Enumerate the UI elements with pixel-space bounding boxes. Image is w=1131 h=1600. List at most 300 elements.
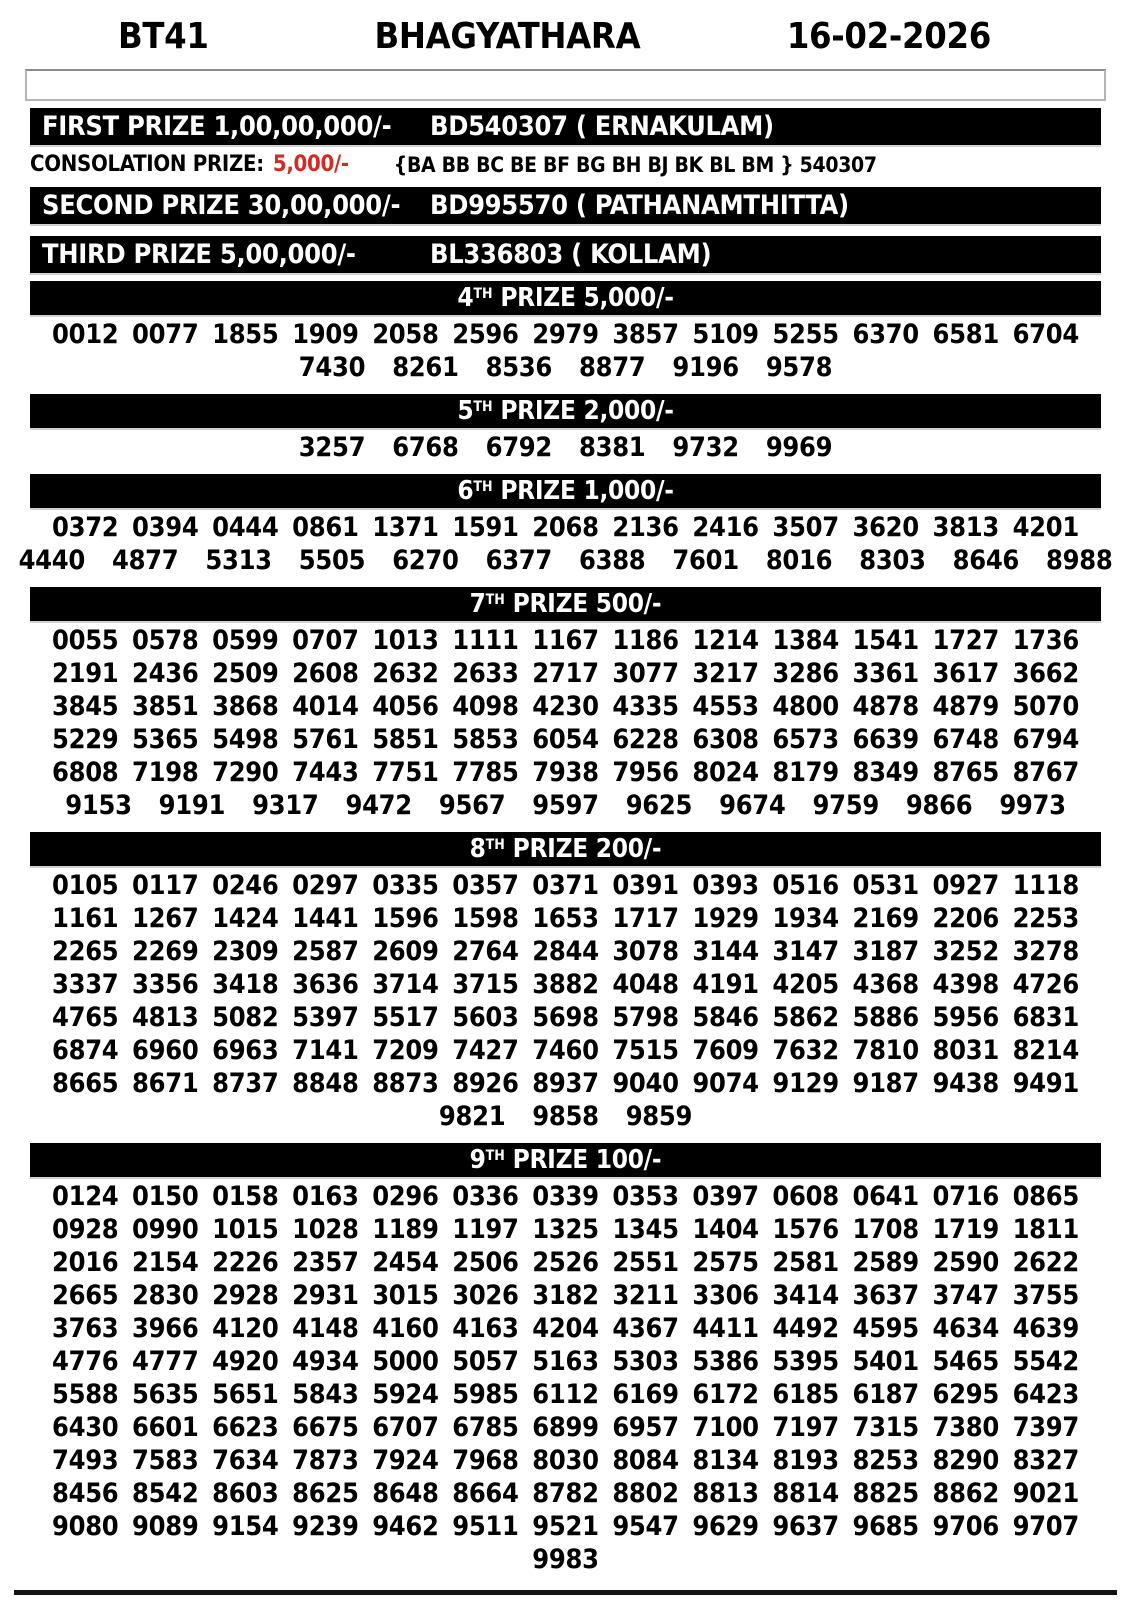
prize-number: 1197: [452, 1214, 519, 1245]
prize-number: 3077: [612, 658, 679, 689]
second-prize-label: SECOND PRIZE 30,00,000/-: [42, 190, 401, 221]
prize-number: 3813: [932, 512, 999, 543]
prize-number: 3617: [932, 658, 999, 689]
prize-number: 4492: [772, 1313, 839, 1344]
prize-number: 5386: [692, 1346, 759, 1377]
prize-number: 1189: [372, 1214, 439, 1245]
prize-number: 5303: [612, 1346, 679, 1377]
prize-number: 9191: [158, 790, 226, 821]
prize-number: 4014: [292, 691, 359, 722]
prize-number: 2357: [292, 1247, 359, 1278]
tier-ordinal: 5: [457, 396, 474, 426]
prize-number: 2596: [452, 319, 519, 350]
prize-number-row: [0, 1246, 1131, 1279]
prize-number: 5365: [132, 724, 199, 755]
prize-number: 2590: [932, 1247, 999, 1278]
prize-number: 8542: [132, 1478, 199, 1509]
prize-number: 8825: [852, 1478, 919, 1509]
prize-number-row: [0, 723, 1131, 756]
prize-number: 1719: [932, 1214, 999, 1245]
prize-number-row: [0, 1100, 1131, 1133]
tier-8th-numbers: [0, 866, 1131, 1135]
prize-number-row: [0, 511, 1131, 544]
prize-number: 4191: [692, 969, 759, 1000]
prize-number-row: [0, 1001, 1131, 1034]
prize-number: 4934: [292, 1346, 359, 1377]
prize-number: 6675: [292, 1412, 359, 1443]
prize-number: 4204: [532, 1313, 599, 1344]
prize-number: 4368: [852, 969, 919, 1000]
prize-number: 4800: [772, 691, 839, 722]
prize-number: 5517: [372, 1002, 439, 1033]
prize-number: 9129: [772, 1068, 839, 1099]
prize-number: 8084: [612, 1445, 679, 1476]
prize-number: 3356: [132, 969, 199, 1000]
prize-number: 0339: [532, 1181, 599, 1212]
prize-number: 2416: [692, 512, 759, 543]
prize-number: 4440: [18, 545, 85, 576]
prize-number: 9021: [1012, 1478, 1079, 1509]
prize-number: 4098: [452, 691, 519, 722]
tier-6th-band: [30, 474, 1101, 508]
prize-number: 5761: [292, 724, 359, 755]
tier-title: PRIZE 200/-: [512, 834, 662, 864]
prize-number: 9521: [532, 1511, 599, 1542]
prize-number: 6874: [52, 1035, 119, 1066]
prize-number: 3857: [612, 319, 679, 350]
prize-number: 3763: [52, 1313, 119, 1344]
prize-number: 7601: [672, 545, 739, 576]
prize-number: 4776: [52, 1346, 119, 1377]
prize-number: 7751: [372, 757, 439, 788]
prize-number-row: [0, 1213, 1131, 1246]
prize-number: 0716: [932, 1181, 999, 1212]
prize-number: 8261: [392, 352, 459, 383]
prize-number-row: [0, 789, 1131, 822]
tier-ordinal: 9: [469, 1145, 486, 1175]
prize-number: 6172: [692, 1379, 759, 1410]
prize-number: 1214: [692, 625, 759, 656]
prize-number: 2632: [372, 658, 439, 689]
prize-number: 2136: [612, 512, 679, 543]
prize-number: 0641: [852, 1181, 919, 1212]
prize-number-row: [0, 1477, 1131, 1510]
prize-number: 5395: [772, 1346, 839, 1377]
prize-number: 2608: [292, 658, 359, 689]
prize-number: 9040: [612, 1068, 679, 1099]
prize-number-row: [0, 1067, 1131, 1100]
prize-number: 3715: [452, 969, 519, 1000]
prize-number: 8031: [932, 1035, 999, 1066]
prize-number: 1424: [212, 903, 279, 934]
prize-number: 0163: [292, 1181, 359, 1212]
prize-number: 9866: [905, 790, 973, 821]
prize-number: 2253: [1012, 903, 1079, 934]
prize-number: 9706: [932, 1511, 999, 1542]
prize-number: 4920: [212, 1346, 279, 1377]
prize-number-row: [0, 624, 1131, 657]
prize-number: 8671: [132, 1068, 199, 1099]
prize-number: 9969: [765, 432, 833, 463]
prize-number: 0394: [132, 512, 199, 543]
prize-number: 4813: [132, 1002, 199, 1033]
prize-number: 6831: [1012, 1002, 1079, 1033]
tier-ordinal-suffix: TH: [485, 837, 505, 853]
prize-number: 6748: [932, 724, 999, 755]
prize-number-row: [0, 1034, 1131, 1067]
prize-number: 8873: [372, 1068, 439, 1099]
prize-number: 9732: [672, 432, 739, 463]
prize-number: 5397: [292, 1002, 359, 1033]
prize-number-row: [0, 1345, 1131, 1378]
prize-number: 6423: [1012, 1379, 1079, 1410]
prize-number: 2265: [52, 936, 119, 967]
prize-number: 8030: [532, 1445, 599, 1476]
tier-ordinal-suffix: TH: [473, 399, 493, 415]
prize-number: 8814: [772, 1478, 839, 1509]
prize-number: 8988: [1046, 545, 1113, 576]
prize-number: 7141: [292, 1035, 359, 1066]
prize-number: 5505: [298, 545, 366, 576]
prize-number-row: [0, 1543, 1131, 1576]
prize-number: 2587: [292, 936, 359, 967]
prize-number: 1371: [372, 512, 439, 543]
prize-number: 4878: [852, 691, 919, 722]
prize-number: 3747: [932, 1280, 999, 1311]
prize-number: 9153: [65, 790, 132, 821]
prize-number: 6768: [392, 432, 459, 463]
prize-number: 8646: [952, 545, 1020, 576]
prize-number: 9074: [692, 1068, 759, 1099]
prize-number: 8665: [52, 1068, 119, 1099]
prize-number: 7785: [452, 757, 519, 788]
prize-number: 1267: [132, 903, 199, 934]
prize-number: 2154: [132, 1247, 199, 1278]
prize-number: 1727: [932, 625, 999, 656]
prize-number: 9080: [52, 1511, 119, 1542]
prize-number-row: [0, 902, 1131, 935]
prize-number: 3147: [772, 936, 839, 967]
prize-number: 7198: [132, 757, 199, 788]
prize-number: 0927: [932, 870, 999, 901]
prize-number: 2589: [852, 1247, 919, 1278]
prize-number: 5985: [452, 1379, 519, 1410]
prize-number: 6270: [392, 545, 459, 576]
prize-number: 4553: [692, 691, 759, 722]
prize-number: 6185: [772, 1379, 839, 1410]
prize-number-row: [0, 1444, 1131, 1477]
prize-number: 0516: [772, 870, 839, 901]
prize-number: 2931: [292, 1280, 359, 1311]
tier-ordinal: 8: [469, 834, 486, 864]
prize-number: 1161: [52, 903, 119, 934]
prize-number: 1404: [692, 1214, 759, 1245]
prize-number: 1186: [612, 625, 679, 656]
prize-number-row: [0, 756, 1131, 789]
consolation-amount: 5,000/-: [272, 152, 349, 177]
second-prize-winner: BD995570 ( PATHANAMTHITTA): [430, 190, 849, 221]
prize-number: 6112: [532, 1379, 599, 1410]
prize-number: 0353: [612, 1181, 679, 1212]
prize-number: 6623: [212, 1412, 279, 1443]
prize-number: 6054: [532, 724, 599, 755]
prize-number: 1325: [532, 1214, 599, 1245]
prize-number: 9239: [292, 1511, 359, 1542]
prize-number: 4120: [212, 1313, 279, 1344]
prize-number: 2575: [692, 1247, 759, 1278]
prize-number: 6808: [52, 757, 119, 788]
prize-number: 2717: [532, 658, 599, 689]
prize-number: 0444: [212, 512, 279, 543]
prize-number: 3026: [452, 1280, 519, 1311]
prize-number: 5843: [292, 1379, 359, 1410]
prize-number: 2633: [452, 658, 519, 689]
prize-number: 3966: [132, 1313, 199, 1344]
prize-number: 6785: [452, 1412, 519, 1443]
prize-number: 8303: [859, 545, 926, 576]
prize-number: 5956: [932, 1002, 999, 1033]
prize-number: 4639: [1012, 1313, 1079, 1344]
prize-number: 6601: [132, 1412, 199, 1443]
prize-number: 5229: [52, 724, 119, 755]
prize-number: 1576: [772, 1214, 839, 1245]
prize-number: 4765: [52, 1002, 119, 1033]
prize-number: 5057: [452, 1346, 519, 1377]
prize-number: 1118: [1012, 870, 1079, 901]
prize-number: 9821: [438, 1101, 506, 1132]
prize-number-row: [0, 351, 1131, 384]
tier-9th-numbers: [0, 1177, 1131, 1578]
prize-number: 3418: [212, 969, 279, 1000]
prize-number: 5000: [372, 1346, 439, 1377]
tier-title: PRIZE 5,000/-: [500, 283, 674, 313]
prize-number: 3851: [132, 691, 199, 722]
third-prize-bar: [30, 236, 1101, 273]
prize-number: 1708: [852, 1214, 919, 1245]
tier-5th-prize: [0, 394, 1131, 466]
prize-number: 0397: [692, 1181, 759, 1212]
blank-banner: [25, 69, 1106, 101]
prize-number: 4148: [292, 1313, 359, 1344]
prize-number: 2309: [212, 936, 279, 967]
prize-number: 0117: [132, 870, 199, 901]
prize-number: 6308: [692, 724, 759, 755]
prize-number: 0246: [212, 870, 279, 901]
prize-number: 1013: [372, 625, 439, 656]
prize-number: 0124: [52, 1181, 119, 1212]
prize-number: 0077: [132, 319, 199, 350]
prize-number: 3182: [532, 1280, 599, 1311]
prize-number: 4201: [1012, 512, 1079, 543]
first-prize-bar: [30, 108, 1101, 145]
prize-number: 7430: [298, 352, 366, 383]
prize-number: 1929: [692, 903, 759, 934]
prize-number: 0371: [532, 870, 599, 901]
prize-number: 6639: [852, 724, 919, 755]
header: [0, 0, 1131, 65]
third-prize-winner: BL336803 ( KOLLAM): [430, 239, 712, 270]
prize-number: 0707: [292, 625, 359, 656]
prize-number: 4205: [772, 969, 839, 1000]
prize-number: 0336: [452, 1181, 519, 1212]
prize-number: 7873: [292, 1445, 359, 1476]
prize-number: 0105: [52, 870, 119, 901]
prize-number: 9759: [812, 790, 879, 821]
prize-number: 2928: [212, 1280, 279, 1311]
prize-number: 7810: [852, 1035, 919, 1066]
consolation-label: CONSOLATION PRIZE:: [30, 152, 264, 177]
tier-title: PRIZE 100/-: [512, 1145, 662, 1175]
consolation-row: [30, 149, 1101, 180]
prize-number: 3252: [932, 936, 999, 967]
prize-number: 8179: [772, 757, 839, 788]
prize-number: 5255: [772, 319, 839, 350]
prize-number: 8290: [932, 1445, 999, 1476]
prize-number-row: [0, 657, 1131, 690]
prize-number: 3211: [612, 1280, 679, 1311]
prize-number: 5635: [132, 1379, 199, 1410]
tier-5th-band: [30, 394, 1101, 428]
prize-number: 1384: [772, 625, 839, 656]
prize-number: 7583: [132, 1445, 199, 1476]
prize-number: 6899: [532, 1412, 599, 1443]
prize-number: 9858: [532, 1101, 599, 1132]
prize-number: 3217: [692, 658, 759, 689]
prize-number: 9625: [625, 790, 693, 821]
prize-number: 0928: [52, 1214, 119, 1245]
tier-7th-prize: [0, 587, 1131, 824]
prize-number: 3144: [692, 936, 759, 967]
prize-number: 2609: [372, 936, 439, 967]
prize-number: 3257: [298, 432, 366, 463]
prize-number: 2830: [132, 1280, 199, 1311]
prize-number: 6707: [372, 1412, 439, 1443]
prize-number: 7938: [532, 757, 599, 788]
third-prize-label: THIRD PRIZE 5,00,000/-: [42, 239, 356, 270]
prize-number: 8737: [212, 1068, 279, 1099]
prize-number: 3507: [772, 512, 839, 543]
prize-number: 4056: [372, 691, 439, 722]
prize-number: 5465: [932, 1346, 999, 1377]
prize-number: 0372: [52, 512, 119, 543]
prize-number: 7632: [772, 1035, 839, 1066]
prize-number: 2581: [772, 1247, 839, 1278]
prize-number: 0608: [772, 1181, 839, 1212]
prize-number: 5851: [372, 724, 439, 755]
prize-number: 6581: [932, 319, 999, 350]
prize-number: 4877: [111, 545, 179, 576]
prize-number: 9317: [252, 790, 319, 821]
prize-number: 3636: [292, 969, 359, 1000]
tier-8th-prize: [0, 832, 1131, 1135]
prize-number: 2068: [532, 512, 599, 543]
prize-number: 4726: [1012, 969, 1079, 1000]
prize-number: 9154: [212, 1511, 279, 1542]
prize-number: 5603: [452, 1002, 519, 1033]
prize-number: 9674: [719, 790, 786, 821]
tier-ordinal: 6: [457, 476, 474, 506]
prize-number: 8782: [532, 1478, 599, 1509]
prize-number: 0150: [132, 1181, 199, 1212]
prize-number: 2764: [452, 936, 519, 967]
tier-title: PRIZE 2,000/-: [500, 396, 674, 426]
prize-number: 2526: [532, 1247, 599, 1278]
prize-number-row: [0, 690, 1131, 723]
prize-number: 0335: [372, 870, 439, 901]
prize-number: 7515: [612, 1035, 679, 1066]
prize-number-row: [0, 1378, 1131, 1411]
prize-number: 7427: [452, 1035, 519, 1066]
prize-number: 9567: [438, 790, 506, 821]
prize-number: 6794: [1012, 724, 1079, 755]
prize-number: 9707: [1012, 1511, 1079, 1542]
prize-number: 4230: [532, 691, 599, 722]
consolation-series: {BA BB BC BE BF BG BH BJ BK BL BM } 540307: [393, 152, 877, 177]
draw-code: BT41: [118, 16, 209, 57]
prize-number: 4335: [612, 691, 679, 722]
tier-7th-numbers: [0, 621, 1131, 824]
prize-number: 4160: [372, 1313, 439, 1344]
tier-ordinal: 7: [469, 589, 486, 619]
prize-number: 9089: [132, 1511, 199, 1542]
prize-number: 8024: [692, 757, 759, 788]
prize-number-row: [0, 1510, 1131, 1543]
prize-number: 9983: [532, 1544, 599, 1575]
prize-number: 9597: [532, 790, 599, 821]
prize-number: 8016: [765, 545, 833, 576]
prize-number: 7397: [1012, 1412, 1079, 1443]
prize-number: 2016: [52, 1247, 119, 1278]
prize-number: 2058: [372, 319, 439, 350]
prize-number: 6960: [132, 1035, 199, 1066]
prize-number: 8349: [852, 757, 919, 788]
prize-number: 8625: [292, 1478, 359, 1509]
prize-number: 5862: [772, 1002, 839, 1033]
prize-number: 7100: [692, 1412, 759, 1443]
prize-number: 1736: [1012, 625, 1079, 656]
prize-number: 0578: [132, 625, 199, 656]
prize-number: 8813: [692, 1478, 759, 1509]
prize-number: 1653: [532, 903, 599, 934]
prize-number: 5588: [52, 1379, 119, 1410]
prize-number-row: [0, 1279, 1131, 1312]
prize-number: 4367: [612, 1313, 679, 1344]
prize-number: 3078: [612, 936, 679, 967]
prize-number: 6169: [612, 1379, 679, 1410]
prize-number: 0357: [452, 870, 519, 901]
prize-number: 2622: [1012, 1247, 1079, 1278]
prize-number: 0393: [692, 870, 759, 901]
prize-number: 0012: [52, 319, 119, 350]
prize-number: 5163: [532, 1346, 599, 1377]
prize-number: 8767: [1012, 757, 1079, 788]
prize-number: 5070: [1012, 691, 1079, 722]
prize-number: 5313: [205, 545, 272, 576]
prize-number: 8253: [852, 1445, 919, 1476]
prize-number: 5109: [692, 319, 759, 350]
prize-number: 4163: [452, 1313, 519, 1344]
prize-number: 7956: [612, 757, 679, 788]
prize-number: 5698: [532, 1002, 599, 1033]
prize-number: 2979: [532, 319, 599, 350]
prize-number: 1028: [292, 1214, 359, 1245]
prize-number: 8765: [932, 757, 999, 788]
prize-number: 8327: [1012, 1445, 1079, 1476]
prize-number: 5924: [372, 1379, 439, 1410]
first-prize-winner: BD540307 ( ERNAKULAM): [430, 111, 774, 142]
prize-number: 6792: [485, 432, 552, 463]
prize-number: 0861: [292, 512, 359, 543]
